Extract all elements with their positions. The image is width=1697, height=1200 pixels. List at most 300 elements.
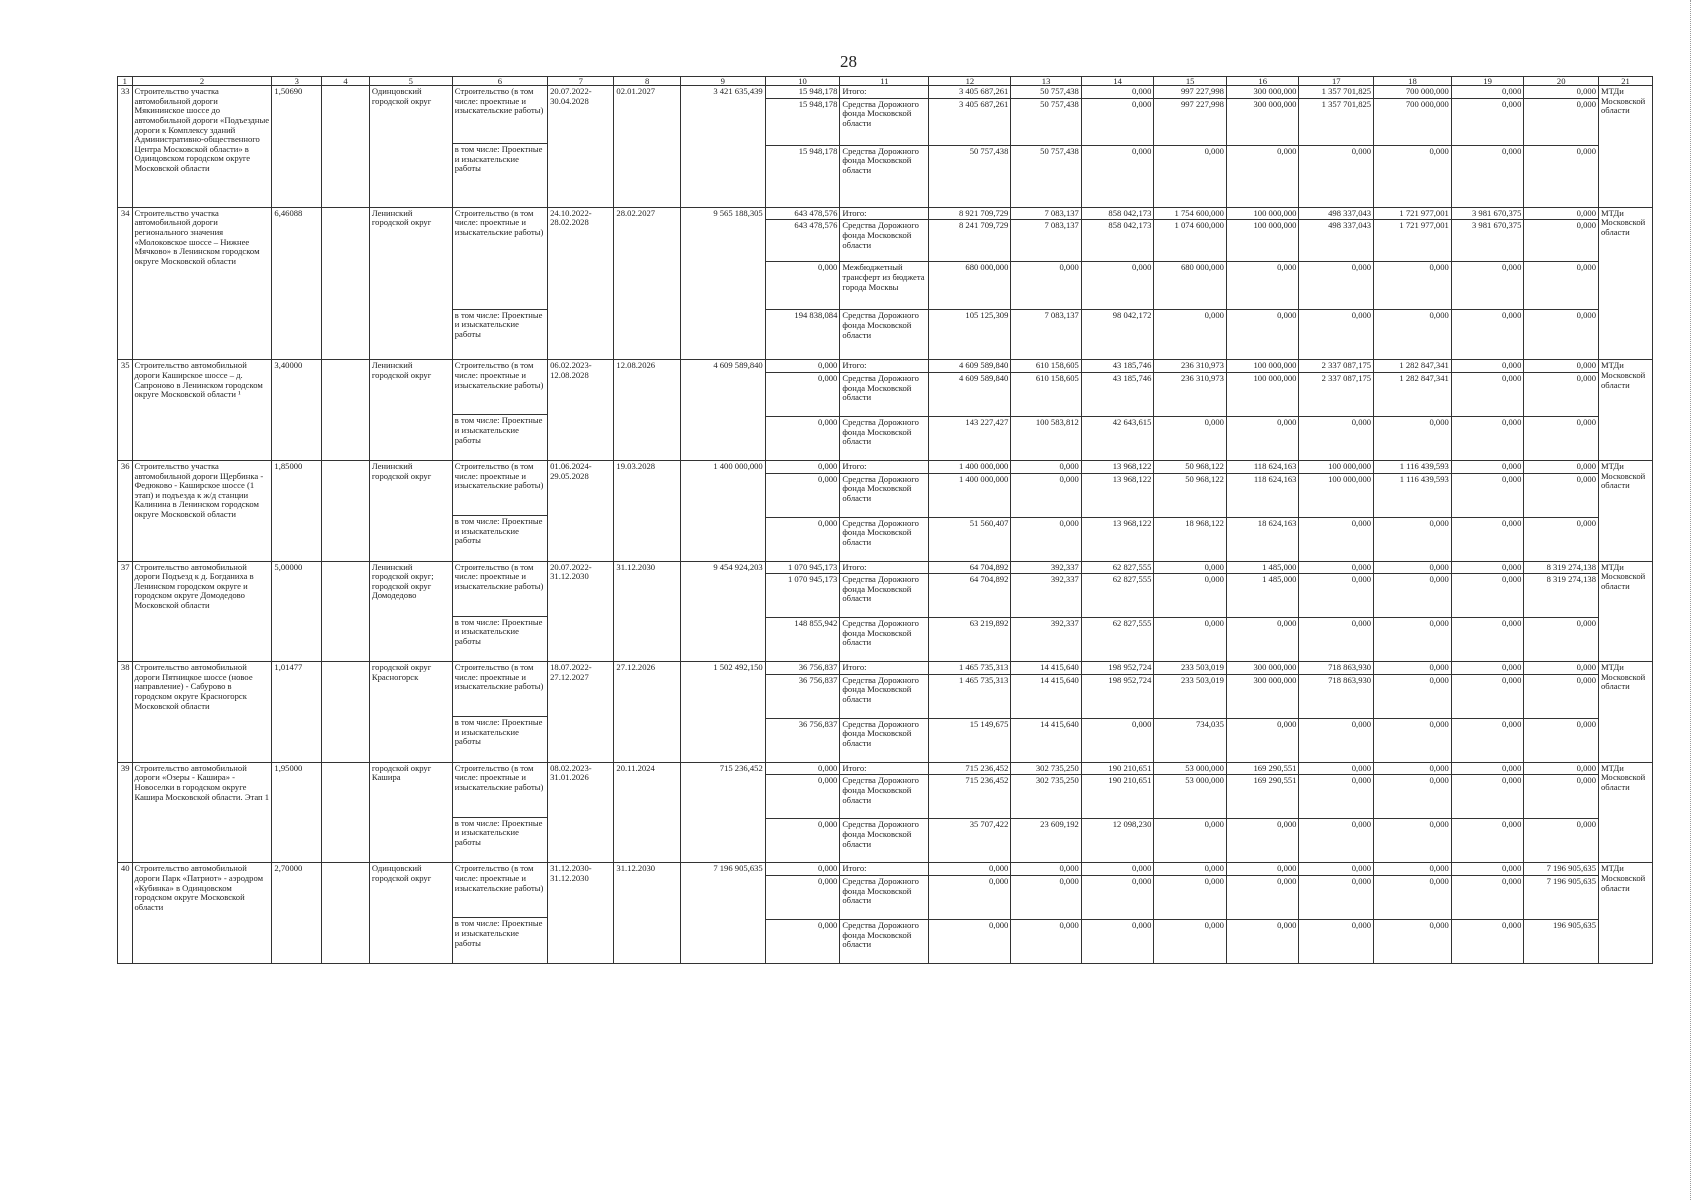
year-amount: 8 921 709,729 [929,207,1011,220]
completion-date: 31.12.2030 [614,863,680,964]
funding-source: Средства Дорожного фонда Московской области [840,876,929,920]
year-amount: 3 405 687,261 [929,86,1011,99]
empty-cell [322,662,370,763]
year-amount: 0,000 [1154,618,1227,662]
financed-before: 36 756,837 [765,674,840,718]
financed-before: 36 756,837 [765,718,840,762]
year-amount: 0,000 [1011,460,1081,473]
municipality: Ленинский городской округ [369,460,452,561]
year-amount: 0,000 [1299,574,1374,618]
total-cost: 9 454 924,203 [680,561,765,662]
row-number: 35 [118,360,133,461]
year-amount: 0,000 [1011,920,1081,964]
year-amount: 858 042,173 [1081,207,1154,220]
implementation-period: 06.02.2023-12.08.2028 [548,360,614,461]
financed-before: 15 948,178 [765,86,840,99]
funding-source: Средства Дорожного фонда Московской области [840,674,929,718]
year-amount: 0,000 [1524,262,1599,310]
funding-source: Итого: [840,207,929,220]
column-number: 6 [452,77,547,86]
year-amount: 100 000,000 [1299,473,1374,517]
year-amount: 14 415,640 [1011,674,1081,718]
column-number: 7 [548,77,614,86]
year-amount: 64 704,892 [929,574,1011,618]
financed-before: 1 070 945,173 [765,561,840,574]
year-amount: 1 485,000 [1226,574,1299,618]
year-amount: 0,000 [1524,98,1599,145]
object-name: Строительство автомобильной дороги Пятницкое шоссе (новое направление) - Сабурово в городском округе Красногорск Московской области [132,662,272,763]
year-amount: 858 042,173 [1081,220,1154,262]
year-amount: 0,000 [1524,775,1599,819]
empty-cell [322,360,370,461]
column-number: 10 [765,77,840,86]
municipality: городской округ Кашира [369,762,452,863]
year-amount: 0,000 [1081,86,1154,99]
work-type-sub: в том числе: Проектные и изыскательские работы [453,515,547,547]
customer: МТДи Московской области [1599,561,1653,662]
year-amount: 0,000 [1524,310,1599,360]
year-amount: 1 754 600,000 [1154,207,1227,220]
year-amount: 0,000 [929,863,1011,876]
customer: МТДи Московской области [1599,662,1653,763]
funding-source: Средства Дорожного фонда Московской области [840,819,929,863]
column-number: 14 [1081,77,1154,86]
funding-source: Средства Дорожного фонда Московской области [840,920,929,964]
year-amount: 0,000 [1374,662,1452,675]
financed-before: 194 838,084 [765,310,840,360]
year-amount: 0,000 [1299,920,1374,964]
year-amount: 0,000 [1451,416,1524,460]
year-amount: 13 968,122 [1081,460,1154,473]
year-amount: 0,000 [1226,262,1299,310]
year-amount: 2 337 087,175 [1299,360,1374,373]
empty-cell [322,561,370,662]
funding-source: Итого: [840,86,929,99]
year-amount: 1 485,000 [1226,561,1299,574]
work-type-sub: в том числе: Проектные и изыскательские работы [453,716,547,748]
financed-before: 15 948,178 [765,145,840,207]
year-amount: 0,000 [1299,262,1374,310]
work-type [452,360,547,461]
year-amount: 0,000 [1451,762,1524,775]
year-amount: 0,000 [1524,360,1599,373]
year-amount: 62 827,555 [1081,561,1154,574]
funding-source: Итого: [840,762,929,775]
year-amount: 50 968,122 [1154,460,1227,473]
year-amount: 300 000,000 [1226,662,1299,675]
year-amount: 198 952,724 [1081,674,1154,718]
table-row [118,360,1653,373]
completion-date: 27.12.2026 [614,662,680,763]
year-amount: 4 609 589,840 [929,360,1011,373]
year-amount: 100 583,812 [1011,416,1081,460]
work-type [452,561,547,662]
year-amount: 100 000,000 [1299,460,1374,473]
financed-before: 0,000 [765,517,840,561]
column-number: 12 [929,77,1011,86]
year-amount: 105 125,309 [929,310,1011,360]
year-amount: 1 282 847,341 [1374,372,1452,416]
year-amount: 0,000 [1524,718,1599,762]
year-amount: 0,000 [1226,920,1299,964]
year-amount: 12 098,230 [1081,819,1154,863]
year-amount: 0,000 [1081,920,1154,964]
financed-before: 1 070 945,173 [765,574,840,618]
year-amount: 3 405 687,261 [929,98,1011,145]
year-amount: 50 757,438 [929,145,1011,207]
work-type-main: Строительство (в том числе: проектные и изыскательские работы) [454,86,544,116]
page-number: 28 [840,52,857,71]
year-amount: 0,000 [1081,876,1154,920]
year-amount: 0,000 [1226,310,1299,360]
funding-source: Средства Дорожного фонда Московской области [840,718,929,762]
implementation-period: 01.06.2024-29.05.2028 [548,460,614,561]
year-amount: 18 624,163 [1226,517,1299,561]
row-number: 39 [118,762,133,863]
year-amount: 700 000,000 [1374,98,1452,145]
empty-cell [322,762,370,863]
year-amount: 0,000 [1524,517,1599,561]
total-cost: 1 400 000,000 [680,460,765,561]
work-type [452,86,547,208]
year-amount: 0,000 [1451,460,1524,473]
customer: МТДи Московской области [1599,863,1653,964]
work-type-sub: в том числе: Проектные и изыскательские работы [453,616,547,648]
column-number: 19 [1451,77,1524,86]
work-type [452,662,547,763]
year-amount: 498 337,043 [1299,207,1374,220]
year-amount: 392,337 [1011,574,1081,618]
year-amount: 0,000 [1451,662,1524,675]
year-amount: 0,000 [1451,863,1524,876]
year-amount: 0,000 [1299,863,1374,876]
year-amount: 0,000 [1451,86,1524,99]
funding-source: Средства Дорожного фонда Московской области [840,618,929,662]
implementation-period: 08.02.2023-31.01.2026 [548,762,614,863]
year-amount: 2 337 087,175 [1299,372,1374,416]
work-type [452,762,547,863]
year-amount: 0,000 [1081,145,1154,207]
year-amount: 62 827,555 [1081,574,1154,618]
year-amount: 0,000 [1451,98,1524,145]
column-number: 9 [680,77,765,86]
object-length: 3,40000 [272,360,322,461]
year-amount: 13 968,122 [1081,517,1154,561]
column-number: 18 [1374,77,1452,86]
year-amount: 53 000,000 [1154,775,1227,819]
financed-before: 0,000 [765,460,840,473]
year-amount: 0,000 [1299,876,1374,920]
financing-table [117,76,1653,964]
customer: МТДи Московской области [1599,86,1653,208]
year-amount: 236 310,973 [1154,360,1227,373]
completion-date: 12.08.2026 [614,360,680,461]
year-amount: 0,000 [1451,775,1524,819]
year-amount: 0,000 [1524,416,1599,460]
year-amount: 0,000 [1524,207,1599,220]
year-amount: 0,000 [1451,876,1524,920]
year-amount: 0,000 [1451,372,1524,416]
year-amount: 1 400 000,000 [929,473,1011,517]
year-amount: 7 083,137 [1011,220,1081,262]
work-type-main: Строительство (в том числе: проектные и изыскательские работы) [454,561,544,591]
year-amount: 0,000 [1299,718,1374,762]
object-name: Строительство участка автомобильной дороги регионального значения «Молоковское шоссе – Нижнее Мячково» в Ленинском городском округе Московской области [132,207,272,360]
year-amount: 0,000 [1154,574,1227,618]
table-row [118,86,1653,99]
year-amount: 0,000 [1154,863,1227,876]
financed-before: 0,000 [765,262,840,310]
funding-source: Средства Дорожного фонда Московской области [840,220,929,262]
financed-before: 0,000 [765,360,840,373]
work-type [452,863,547,964]
year-amount: 7 196 905,635 [1524,876,1599,920]
year-amount: 0,000 [1374,674,1452,718]
year-amount: 8 319 274,138 [1524,561,1599,574]
year-amount: 734,035 [1154,718,1227,762]
year-amount: 0,000 [1524,460,1599,473]
year-amount: 98 042,172 [1081,310,1154,360]
year-amount: 0,000 [1081,718,1154,762]
year-amount: 0,000 [1226,819,1299,863]
year-amount: 0,000 [1374,618,1452,662]
object-name: Строительство участка автомобильной дороги Мякининское шоссе до автомобильной дороги «Подъездные дороги к Комплексу зданий Административно-общественного Центра Московской области» в Одинцовском городском округе Московской области [132,86,272,208]
funding-source: Средства Дорожного фонда Московской области [840,775,929,819]
year-amount: 198 952,724 [1081,662,1154,675]
financed-before: 0,000 [765,762,840,775]
row-number: 38 [118,662,133,763]
funding-source: Итого: [840,561,929,574]
completion-date: 02.01.2027 [614,86,680,208]
year-amount: 7 083,137 [1011,207,1081,220]
table-row [118,460,1653,473]
year-amount: 0,000 [1154,310,1227,360]
year-amount: 0,000 [1451,574,1524,618]
year-amount: 0,000 [1451,145,1524,207]
year-amount: 1 357 701,825 [1299,98,1374,145]
funding-source: Средства Дорожного фонда Московской области [840,416,929,460]
year-amount: 300 000,000 [1226,98,1299,145]
year-amount: 610 158,605 [1011,360,1081,373]
year-amount: 1 721 977,001 [1374,207,1452,220]
year-amount: 0,000 [1081,863,1154,876]
work-type [452,460,547,561]
year-amount: 718 863,930 [1299,662,1374,675]
year-amount: 0,000 [1374,416,1452,460]
year-amount: 0,000 [1226,145,1299,207]
financed-before: 0,000 [765,876,840,920]
year-amount: 0,000 [1374,145,1452,207]
funding-source: Средства Дорожного фонда Московской области [840,372,929,416]
year-amount: 53 000,000 [1154,762,1227,775]
municipality: Ленинский городской округ; городской округ Домодедово [369,561,452,662]
funding-source: Итого: [840,360,929,373]
year-amount: 0,000 [929,876,1011,920]
column-number: 3 [272,77,322,86]
year-amount: 1 400 000,000 [929,460,1011,473]
total-cost: 715 236,452 [680,762,765,863]
year-amount: 700 000,000 [1374,86,1452,99]
funding-source: Межбюджетный трансферт из бюджета города Москвы [840,262,929,310]
year-amount: 0,000 [1451,674,1524,718]
column-number: 11 [840,77,929,86]
year-amount: 1 282 847,341 [1374,360,1452,373]
year-amount: 0,000 [1524,372,1599,416]
total-cost: 7 196 905,635 [680,863,765,964]
year-amount: 0,000 [1451,262,1524,310]
empty-cell [322,863,370,964]
column-number: 4 [322,77,370,86]
year-amount: 0,000 [1451,473,1524,517]
column-number: 13 [1011,77,1081,86]
year-amount: 300 000,000 [1226,86,1299,99]
year-amount: 0,000 [1154,145,1227,207]
year-amount: 0,000 [1299,145,1374,207]
object-length: 2,70000 [272,863,322,964]
financed-before: 148 855,942 [765,618,840,662]
funding-source: Итого: [840,662,929,675]
municipality: Одинцовский городской округ [369,863,452,964]
year-amount: 190 210,651 [1081,775,1154,819]
customer: МТДи Московской области [1599,207,1653,360]
year-amount: 0,000 [1374,718,1452,762]
year-amount: 0,000 [1299,517,1374,561]
year-amount: 0,000 [1451,517,1524,561]
object-name: Строительство автомобильной дороги Парк «Патриот» - аэродром «Кубинка» в Одинцовском городском округе Московской области [132,863,272,964]
table-row [118,662,1653,675]
year-amount: 0,000 [1011,863,1081,876]
year-amount: 715 236,452 [929,775,1011,819]
work-type-sub: в том числе: Проектные и изыскательские работы [453,917,547,949]
year-amount: 3 981 670,375 [1451,207,1524,220]
year-amount: 0,000 [1299,310,1374,360]
year-amount: 997 227,998 [1154,98,1227,145]
year-amount: 392,337 [1011,561,1081,574]
year-amount: 42 643,615 [1081,416,1154,460]
year-amount: 7 083,137 [1011,310,1081,360]
year-amount: 1 465 735,313 [929,662,1011,675]
year-amount: 0,000 [1374,262,1452,310]
year-amount: 35 707,422 [929,819,1011,863]
year-amount: 610 158,605 [1011,372,1081,416]
year-amount: 300 000,000 [1226,674,1299,718]
year-amount: 0,000 [1524,662,1599,675]
implementation-period: 31.12.2030-31.12.2030 [548,863,614,964]
column-number: 1 [118,77,133,86]
year-amount: 0,000 [1011,262,1081,310]
empty-cell [322,460,370,561]
year-amount: 0,000 [1226,618,1299,662]
empty-cell [322,207,370,360]
year-amount: 51 560,407 [929,517,1011,561]
year-amount: 43 185,746 [1081,360,1154,373]
year-amount: 0,000 [1299,618,1374,662]
financed-before: 0,000 [765,372,840,416]
year-amount: 0,000 [1451,819,1524,863]
year-amount: 15 149,675 [929,718,1011,762]
year-amount: 0,000 [1374,920,1452,964]
object-length: 1,95000 [272,762,322,863]
year-amount: 0,000 [1154,920,1227,964]
work-type-sub: в том числе: Проектные и изыскательские работы [453,817,547,849]
funding-source: Средства Дорожного фонда Московской области [840,473,929,517]
year-amount: 715 236,452 [929,762,1011,775]
year-amount: 0,000 [1374,517,1452,561]
column-number: 8 [614,77,680,86]
financed-before: 36 756,837 [765,662,840,675]
year-amount: 233 503,019 [1154,662,1227,675]
year-amount: 50 757,438 [1011,86,1081,99]
financed-before: 0,000 [765,473,840,517]
financed-before: 643 478,576 [765,207,840,220]
year-amount: 0,000 [1081,98,1154,145]
financed-before: 643 478,576 [765,220,840,262]
total-cost: 1 502 492,150 [680,662,765,763]
column-number: 2 [132,77,272,86]
year-amount: 23 609,192 [1011,819,1081,863]
financed-before: 0,000 [765,920,840,964]
year-amount: 1 116 439,593 [1374,473,1452,517]
empty-cell [322,86,370,208]
completion-date: 19.03.2028 [614,460,680,561]
year-amount: 190 210,651 [1081,762,1154,775]
funding-source: Итого: [840,460,929,473]
implementation-period: 20.07.2022-30.04.2028 [548,86,614,208]
year-amount: 236 310,973 [1154,372,1227,416]
year-amount: 50 757,438 [1011,98,1081,145]
year-amount: 0,000 [1524,86,1599,99]
year-amount: 100 000,000 [1226,372,1299,416]
year-amount: 4 609 589,840 [929,372,1011,416]
year-amount: 0,000 [1299,762,1374,775]
year-amount: 302 735,250 [1011,762,1081,775]
year-amount: 1 357 701,825 [1299,86,1374,99]
year-amount: 1 116 439,593 [1374,460,1452,473]
scan-edge [1690,0,1695,1200]
year-amount: 0,000 [1081,262,1154,310]
completion-date: 28.02.2027 [614,207,680,360]
column-number: 16 [1226,77,1299,86]
year-amount: 302 735,250 [1011,775,1081,819]
row-number: 34 [118,207,133,360]
year-amount: 0,000 [1011,876,1081,920]
year-amount: 1 074 600,000 [1154,220,1227,262]
year-amount: 680 000,000 [929,262,1011,310]
year-amount: 997 227,998 [1154,86,1227,99]
year-amount: 14 415,640 [1011,718,1081,762]
year-amount: 0,000 [1154,561,1227,574]
year-amount: 64 704,892 [929,561,1011,574]
year-amount: 233 503,019 [1154,674,1227,718]
object-name: Строительство автомобильной дороги Подъезд к д. Богданиха в Ленинском городском округе и городском округе Домодедово Московской области [132,561,272,662]
row-number: 33 [118,86,133,208]
year-amount: 0,000 [1154,819,1227,863]
object-name: Строительство автомобильной дороги Каширское шоссе – д. Сапроново в Ленинском городском округе Московской области ¹ [132,360,272,461]
column-number-row [118,77,1653,86]
year-amount: 13 968,122 [1081,473,1154,517]
total-cost: 3 421 635,439 [680,86,765,208]
row-number: 36 [118,460,133,561]
column-number: 21 [1599,77,1653,86]
year-amount: 0,000 [1226,718,1299,762]
year-amount: 498 337,043 [1299,220,1374,262]
financed-before: 0,000 [765,775,840,819]
year-amount: 0,000 [1524,618,1599,662]
table-row [118,561,1653,574]
completion-date: 20.11.2024 [614,762,680,863]
year-amount: 43 185,746 [1081,372,1154,416]
year-amount: 0,000 [1011,473,1081,517]
